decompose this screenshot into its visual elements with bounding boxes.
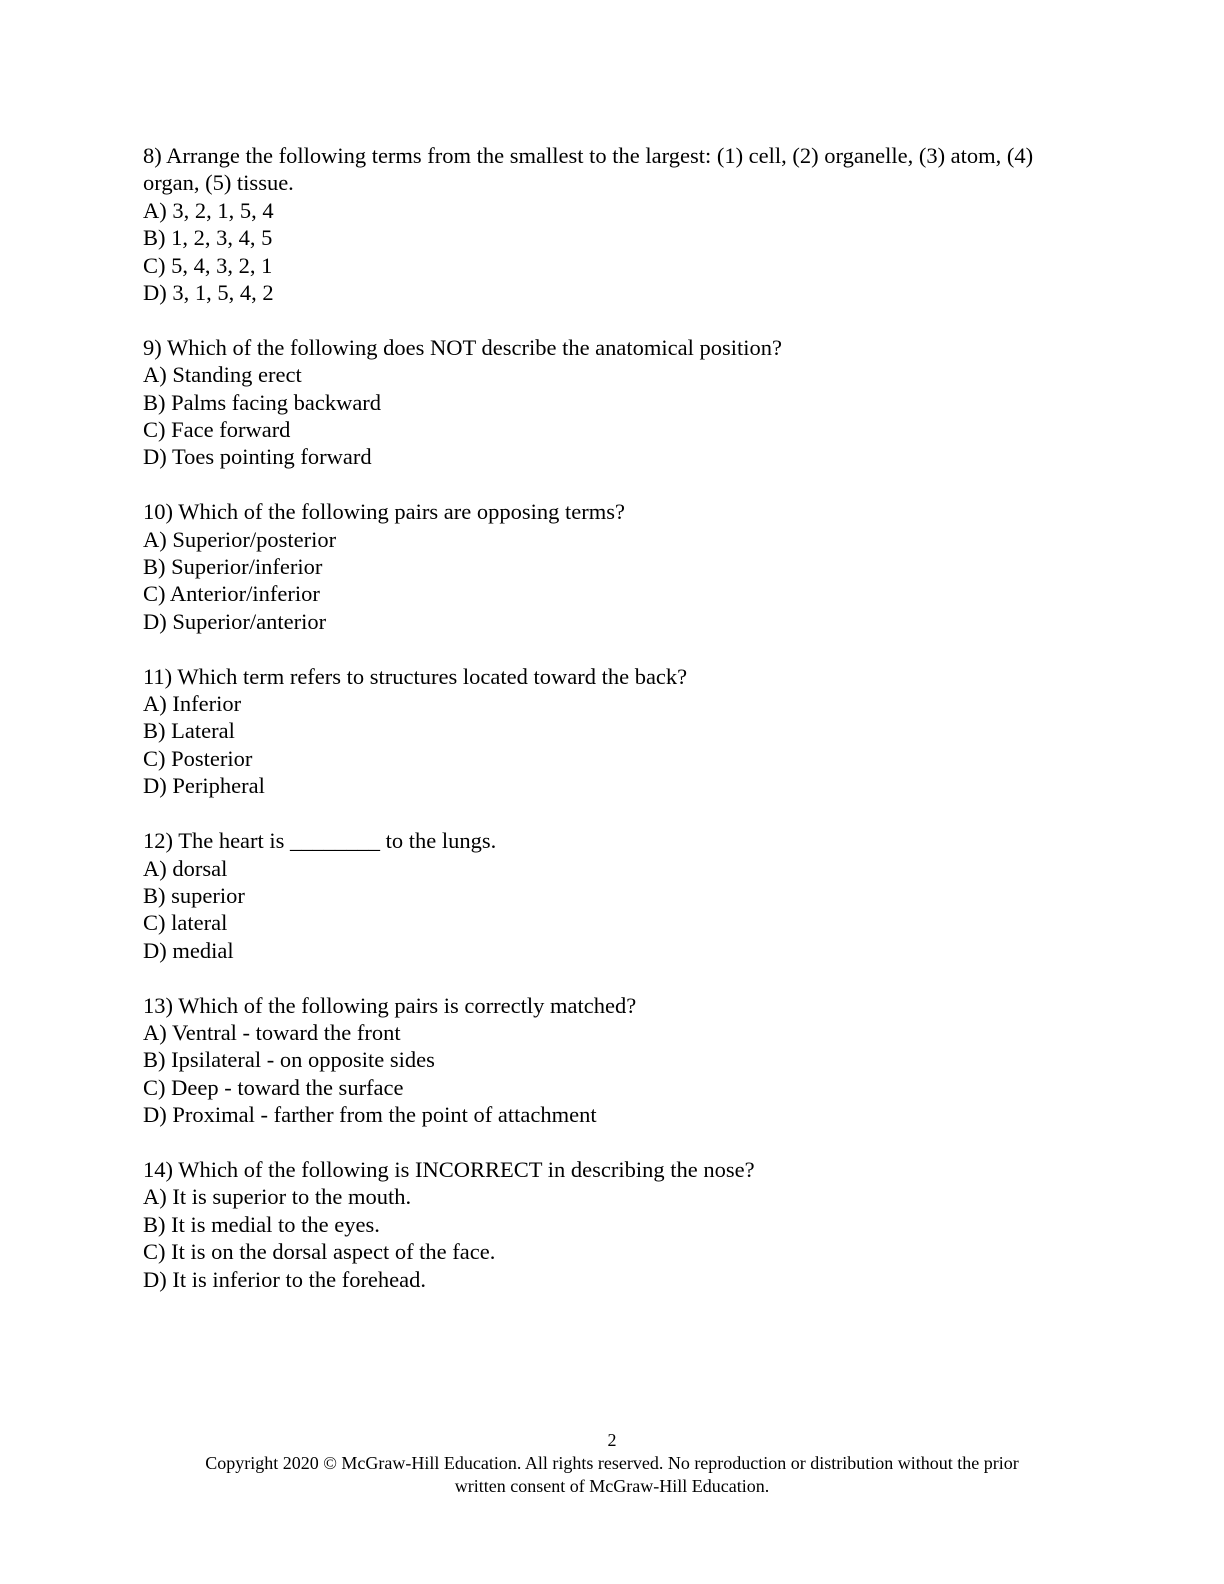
question-stem: 10) Which of the following pairs are opposing terms?	[143, 499, 625, 525]
question-14	[143, 1156, 1073, 1293]
answer-option-b: B) Ipsilateral - on opposite sides	[143, 1047, 435, 1073]
question-stem: 8) Arrange the following terms from the smallest to the largest: (1) cell, (2) organelle, (3) atom, (4) organ, (5) tissue.	[143, 143, 1034, 196]
copyright-line-1: Copyright 2020 © McGraw-Hill Education. All rights reserved. No reproduction or distribution without the prior	[205, 1453, 1019, 1473]
answer-option-c: C) 5, 4, 3, 2, 1	[143, 252, 273, 278]
answer-option-b: B) 1, 2, 3, 4, 5	[143, 225, 273, 251]
question-stem: 12) The heart is ________ to the lungs.	[143, 828, 497, 854]
question-8	[143, 142, 1073, 306]
answer-option-b: B) Superior/inferior	[143, 554, 323, 580]
answer-option-c: C) Anterior/inferior	[143, 581, 320, 607]
question-10	[143, 498, 1073, 635]
question-list	[143, 142, 1073, 1320]
answer-option-d: D) 3, 1, 5, 4, 2	[143, 280, 274, 306]
copyright-notice	[0, 1452, 1224, 1498]
question-11	[143, 663, 1073, 800]
answer-option-a: A) dorsal	[143, 855, 228, 881]
page-number: 2	[607, 1430, 617, 1450]
question-stem: 11) Which term refers to structures located toward the back?	[143, 663, 688, 689]
answer-option-d: D) Peripheral	[143, 773, 265, 799]
question-12	[143, 827, 1073, 964]
answer-option-a: A) Ventral - toward the front	[143, 1019, 401, 1045]
answer-option-a: A) Standing erect	[143, 362, 302, 388]
answer-option-b: B) Lateral	[143, 718, 235, 744]
answer-option-c: C) Face forward	[143, 417, 291, 443]
answer-option-d: D) Superior/anterior	[143, 608, 327, 634]
question-stem: 9) Which of the following does NOT describe the anatomical position?	[143, 334, 783, 360]
question-9	[143, 334, 1073, 471]
answer-option-c: C) Posterior	[143, 745, 253, 771]
answer-option-a: A) Superior/posterior	[143, 526, 337, 552]
copyright-line-2: written consent of McGraw-Hill Education.	[454, 1476, 770, 1496]
answer-option-a: A) 3, 2, 1, 5, 4	[143, 197, 274, 223]
answer-option-b: B) Palms facing backward	[143, 389, 382, 415]
question-stem: 13) Which of the following pairs is correctly matched?	[143, 992, 637, 1018]
answer-option-d: D) Toes pointing forward	[143, 444, 372, 470]
answer-option-d: D) It is inferior to the forehead.	[143, 1266, 427, 1292]
answer-option-c: C) lateral	[143, 910, 228, 936]
answer-option-b: B) It is medial to the eyes.	[143, 1211, 380, 1237]
answer-option-a: A) It is superior to the mouth.	[143, 1184, 412, 1210]
question-stem: 14) Which of the following is INCORRECT in describing the nose?	[143, 1156, 755, 1182]
answer-option-b: B) superior	[143, 882, 245, 908]
answer-option-c: C) It is on the dorsal aspect of the face.	[143, 1239, 496, 1265]
answer-option-d: D) Proximal - farther from the point of attachment	[143, 1102, 597, 1128]
question-13	[143, 992, 1073, 1129]
answer-option-d: D) medial	[143, 937, 234, 963]
answer-option-a: A) Inferior	[143, 691, 242, 717]
answer-option-c: C) Deep - toward the surface	[143, 1074, 404, 1100]
